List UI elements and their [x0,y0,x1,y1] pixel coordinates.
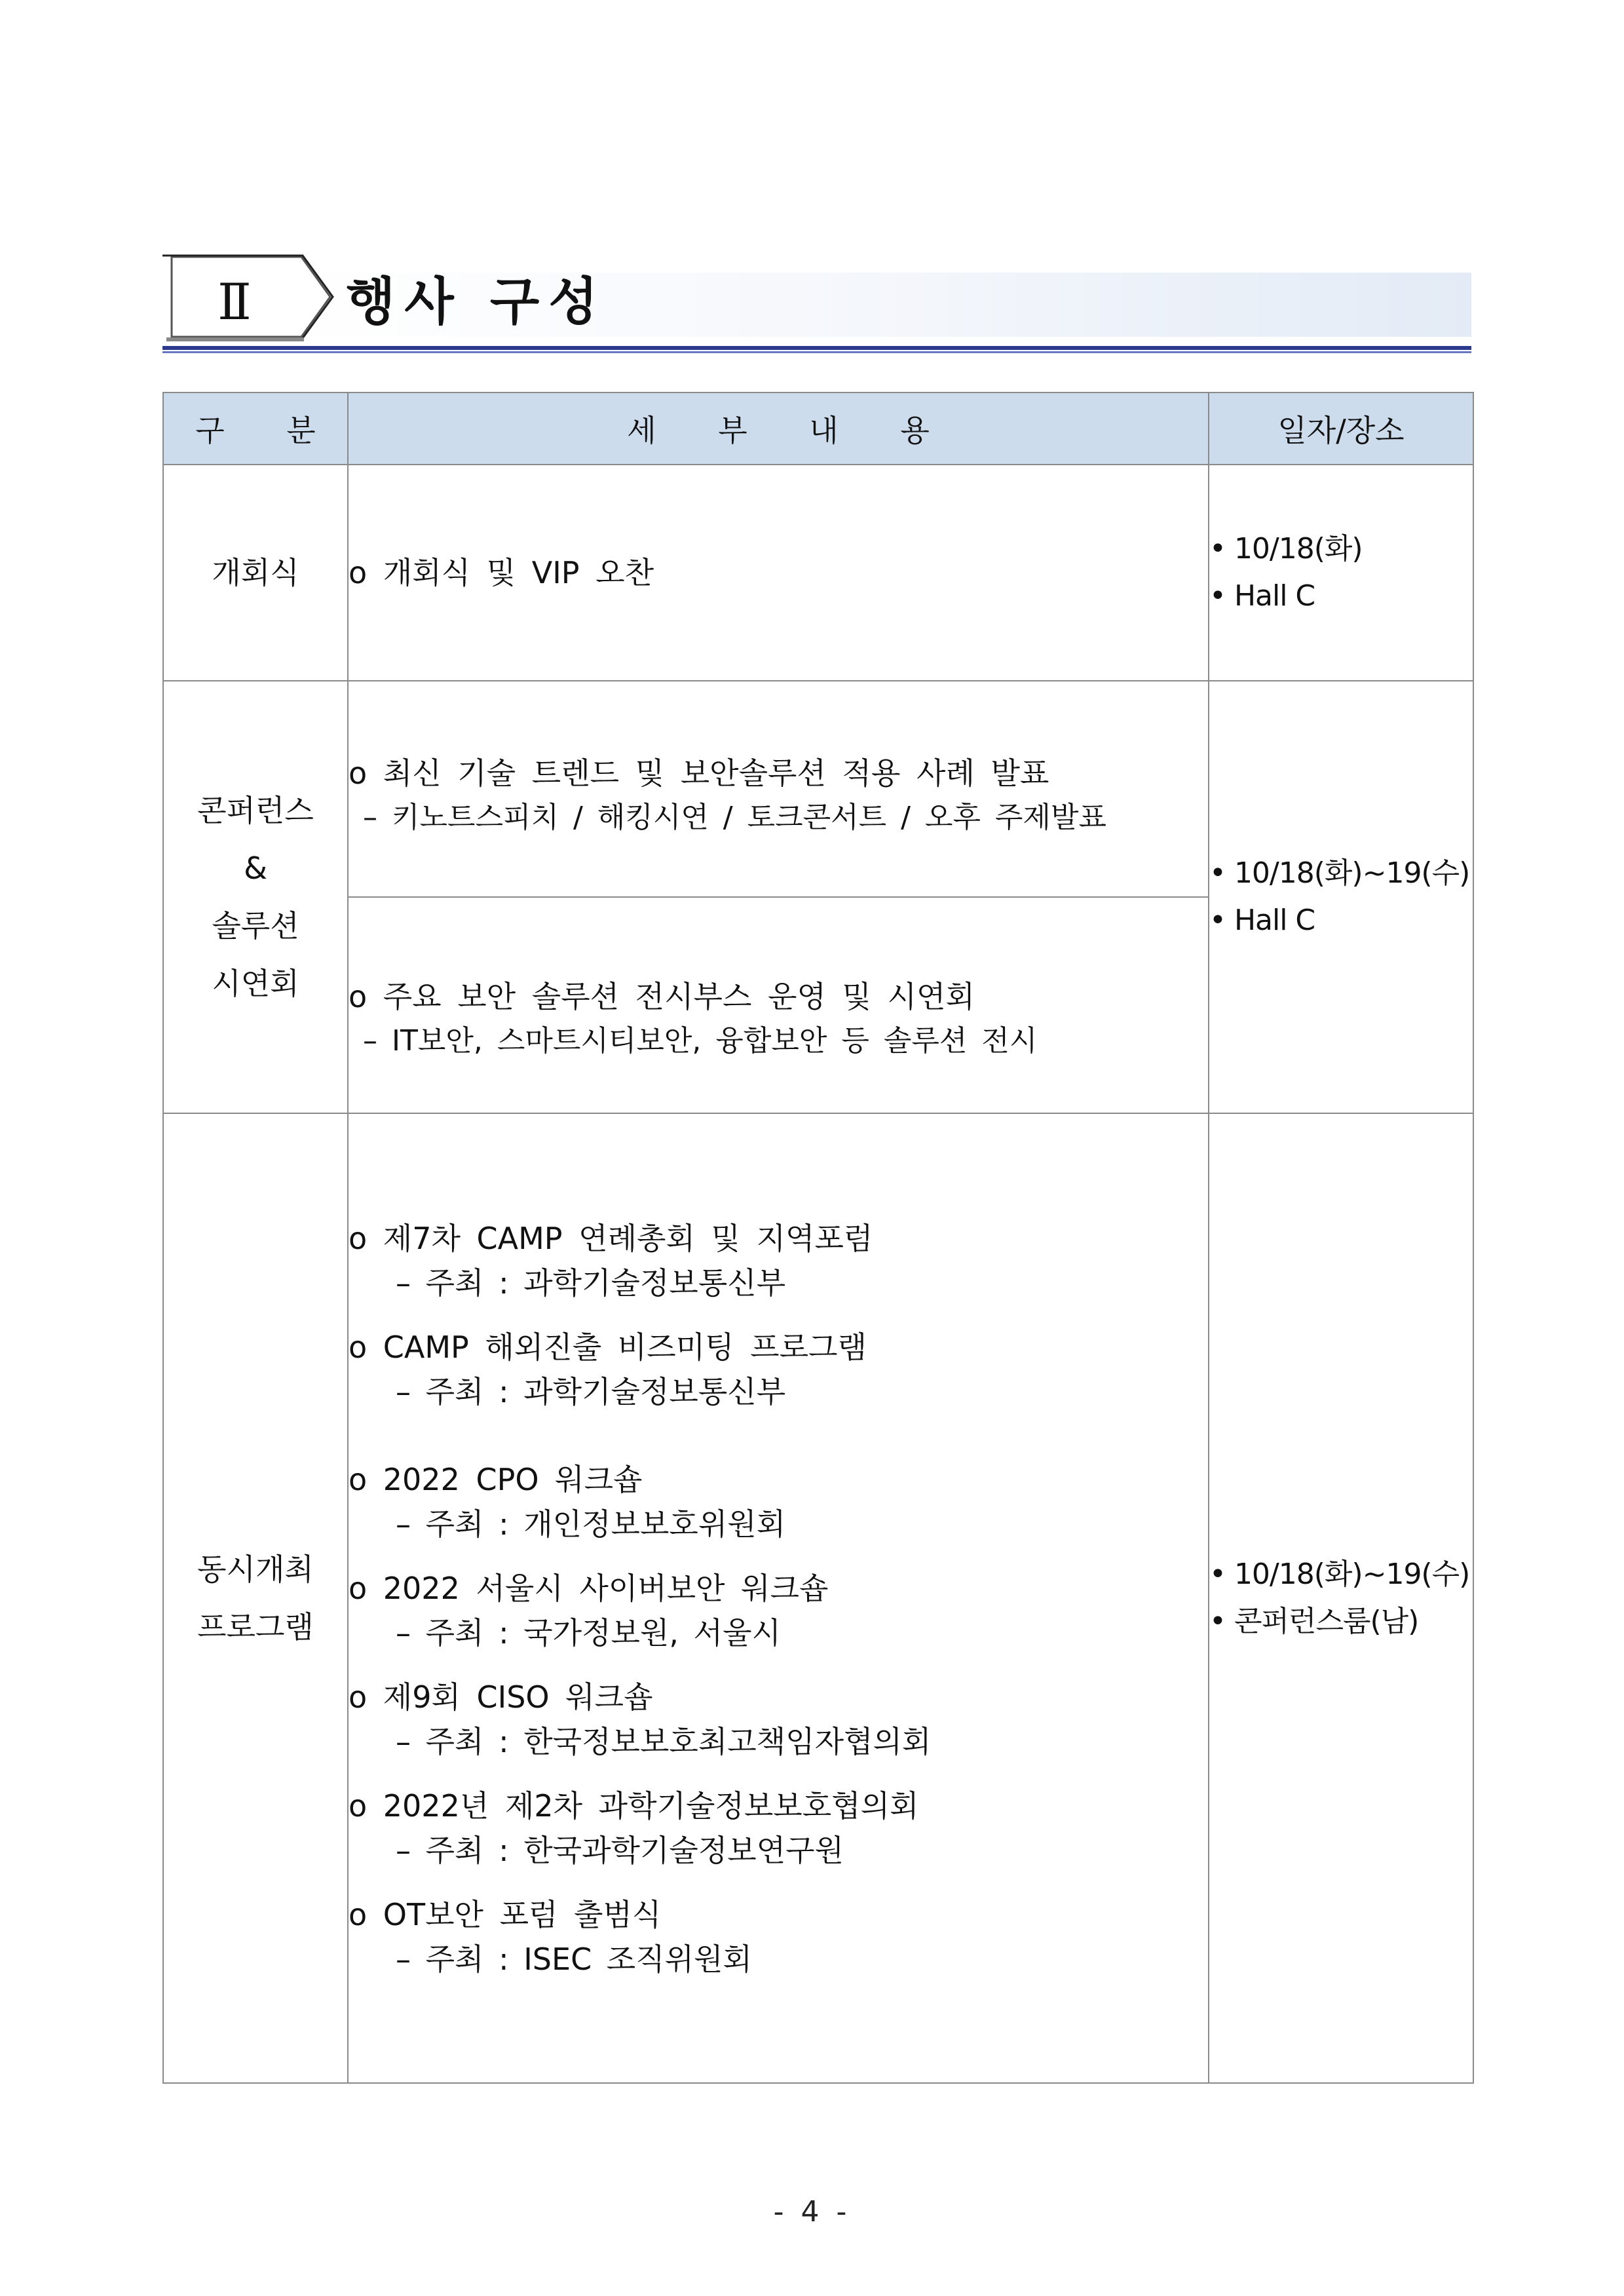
page-number: - 4 - [773,2195,851,2229]
details-opening [348,465,1209,681]
table-header-row [163,392,1473,465]
category-concurrent: 동시개최 프로그램 [163,1113,348,2083]
date-line: • 10/18(화) [1209,532,1363,565]
section-title: 행사 구성 [346,273,607,332]
list-item: o 최신 기술 트렌드 및 보안솔루션 적용 사례 발표 [349,756,1049,791]
list-item: o 2022년 제2차 과학기술정보보호협의회 – 주최 : 한국과학기술정보연구원 [349,1788,919,1868]
date-place-concurrent [1209,1113,1473,2083]
date-line: • 10/18(화)~19(수) [1209,1558,1470,1591]
header-rule-dark [162,346,1471,350]
list-item: o 제9회 CISO 워크숍 – 주최 : 한국정보보호최고책임자협의회 [349,1679,932,1759]
date-line: • 10/18(화)~19(수) [1209,856,1470,890]
category-opening: 개회식 [163,465,348,681]
section-number: Ⅱ [217,273,252,331]
header-rule-light [162,351,1471,353]
date-place-conference [1209,681,1473,1113]
list-item: o 개회식 및 VIP 오찬 [349,555,654,590]
list-subitem: – 키노트스피치 / 해킹시연 / 토크콘서트 / 오후 주제발표 [363,801,1106,834]
date-place-opening [1209,465,1473,681]
list-subitem: – IT보안, 스마트시티보안, 융합보안 등 솔루션 전시 [363,1024,1038,1058]
list-item: o OT보안 포럼 출범식 – 주최 : ISEC 조직위원회 [349,1897,752,1977]
place-line: • Hall C [1209,904,1315,937]
list-item: o 주요 보안 솔루션 전시부스 운영 및 시연회 [349,979,975,1014]
table-row-conference [163,681,1473,897]
details-exhibit [348,897,1209,1113]
header-date-place: 일자/장소 [1209,392,1473,465]
category-conference: 콘퍼런스 & 솔루션 시연회 [163,681,348,1113]
header-details: 세 부 내 용 [348,392,1209,465]
event-table [162,392,1474,2084]
header-category: 구 분 [163,392,348,465]
list-item: o CAMP 해외진출 비즈미팅 프로그램 – 주최 : 과학기술정보통신부 [349,1330,867,1409]
place-line: • 콘퍼런스룸(남) [1209,1605,1419,1638]
list-item: o 제7차 CAMP 연례총회 및 지역포럼 – 주최 : 과학기술정보통신부 [349,1221,873,1301]
details-conference [348,681,1209,897]
list-item: o 2022 CPO 워크숍 – 주최 : 개인정보보호위원회 [349,1462,786,1542]
section-header [162,253,1471,354]
details-concurrent [348,1113,1209,2083]
table-row-concurrent [163,1113,1473,2083]
list-item: o 2022 서울시 사이버보안 워크숍 – 주최 : 국가정보원, 서울시 [349,1571,829,1651]
table-row-opening [163,465,1473,681]
place-line: • Hall C [1209,579,1315,613]
